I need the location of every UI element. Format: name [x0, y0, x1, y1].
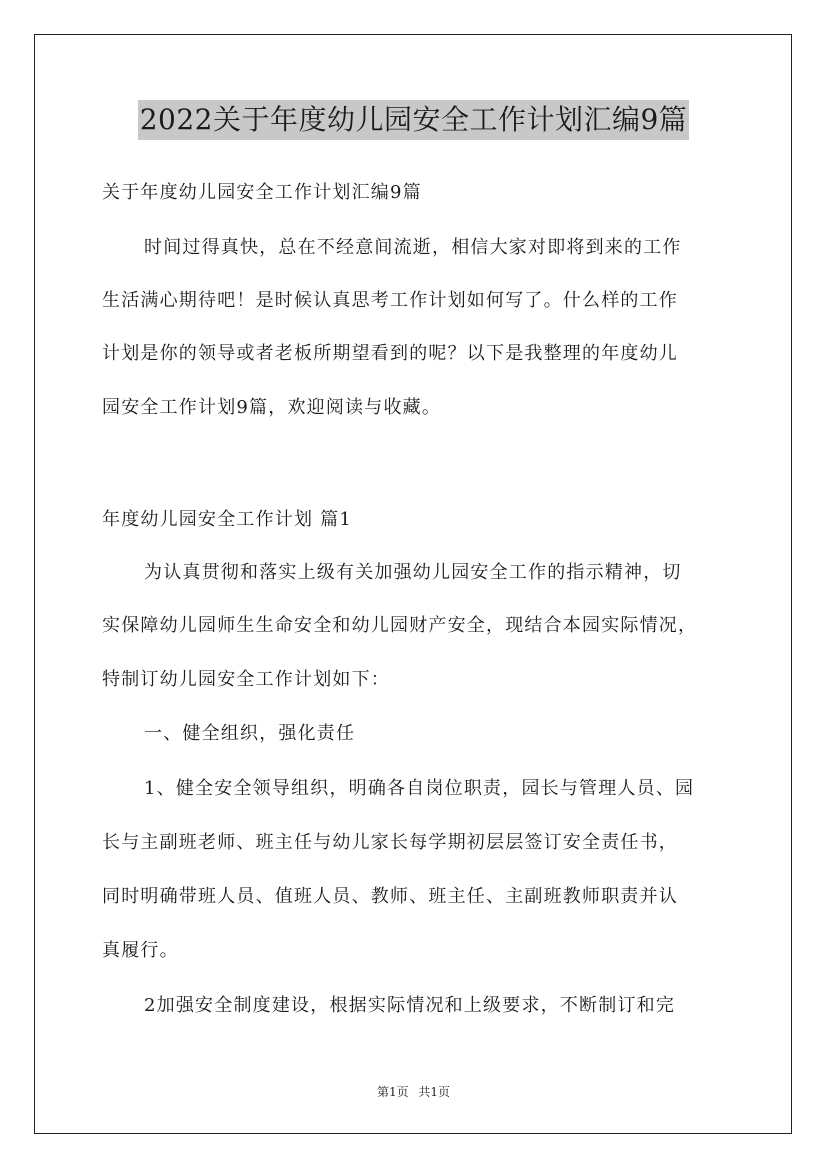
intro-line: 园安全工作计划9篇，欢迎阅读与收藏。	[102, 397, 442, 418]
page-total: 共1页	[418, 1085, 451, 1099]
title-container	[0, 100, 827, 140]
paragraph-line: 同时明确带班人员、值班人员、教师、班主任、主副班教师职责并认	[102, 886, 678, 907]
page-number: 第1页	[376, 1085, 409, 1099]
intro-line: 计划是你的领导或者老板所期望看到的呢？以下是我整理的年度幼儿	[102, 343, 678, 364]
paragraph-line: 长与主副班老师、班主任与幼儿家长每学期初层层签订安全责任书，	[102, 832, 678, 853]
intro-line: 时间过得真快，总在不经意间流逝，相信大家对即将到来的工作	[144, 237, 682, 258]
point-heading: 一、健全组织，强化责任	[144, 723, 356, 744]
paragraph-line: 真履行。	[102, 940, 179, 961]
paragraph-line: 1、健全安全领导组织，明确各自岗位职责，园长与管理人员、园	[144, 778, 695, 799]
page-footer	[0, 1084, 827, 1100]
paragraph-line: 2加强安全制度建设，根据实际情况和上级要求，不断制订和完	[144, 995, 676, 1016]
subtitle: 关于年度幼儿园安全工作计划汇编9篇	[102, 182, 422, 203]
intro-line: 生活满心期待吧！是时候认真思考工作计划如何写了。什么样的工作	[102, 290, 678, 311]
document-title: 2022关于年度幼儿园安全工作计划汇编9篇	[138, 100, 690, 140]
paragraph-line: 实保障幼儿园师生生命安全和幼儿园财产安全，现结合本园实际情况，	[102, 615, 698, 636]
paragraph-line: 为认真贯彻和落实上级有关加强幼儿园安全工作的指示精神，切	[144, 562, 682, 583]
section-heading: 年度幼儿园安全工作计划 篇1	[102, 509, 352, 530]
paragraph-line: 特制订幼儿园安全工作计划如下：	[102, 669, 390, 690]
